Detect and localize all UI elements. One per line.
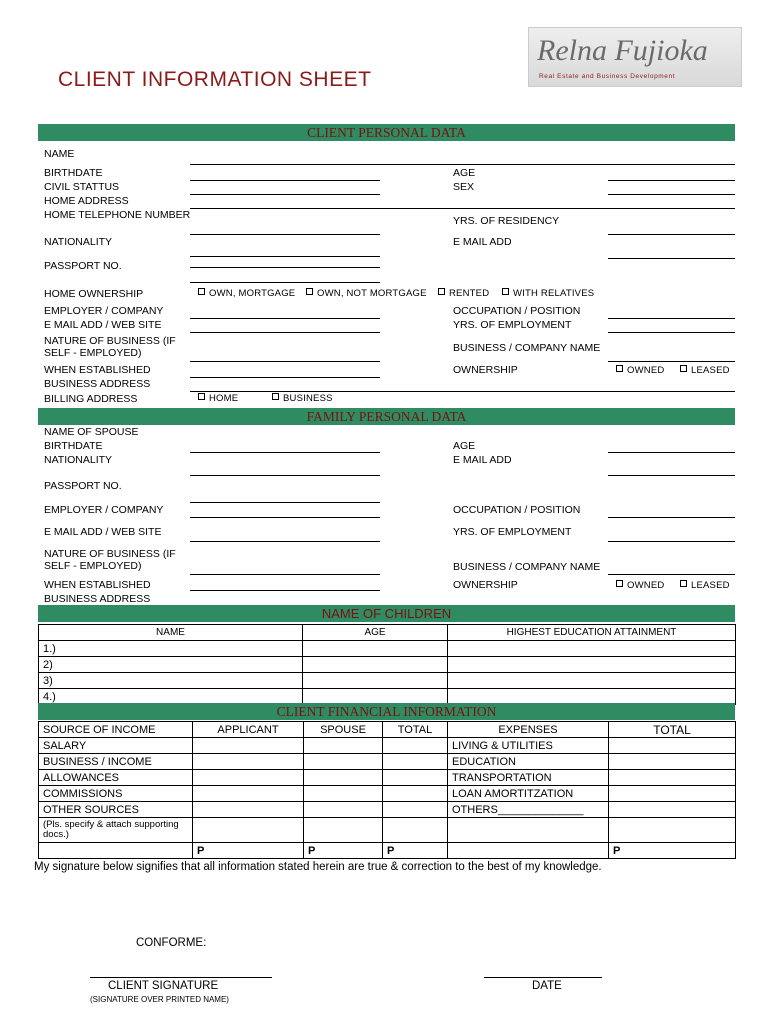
spouse-established-field[interactable]: [190, 590, 380, 591]
option-label: OWN, MORTGAGE: [209, 288, 296, 299]
option-label: BUSINESS: [283, 393, 333, 404]
child-age-cell[interactable]: [303, 673, 448, 689]
table-header-row: [39, 625, 736, 641]
option-label: WITH RELATIVES: [513, 288, 595, 299]
residency-field[interactable]: [608, 234, 735, 235]
birthdate-field[interactable]: [190, 180, 380, 181]
home-address-field[interactable]: [190, 208, 735, 209]
spouse-leased-option[interactable]: [680, 580, 730, 591]
home-ownership-label: HOME OWNERSHIP: [44, 288, 144, 300]
option-label: OWN, NOT MORTGAGE: [317, 288, 427, 299]
spouse-business-name-field[interactable]: [608, 574, 735, 575]
business-name-field[interactable]: [608, 361, 735, 362]
spouse-yrs-employment-field[interactable]: [608, 541, 735, 542]
checkbox[interactable]: [438, 288, 445, 295]
name-field[interactable]: [190, 164, 735, 165]
yrs-employment-field[interactable]: [608, 332, 735, 333]
spouse-occupation-label: OCCUPATION / POSITION: [453, 504, 581, 516]
expense-grand-total[interactable]: P: [609, 843, 736, 859]
spouse-passport-field[interactable]: [190, 502, 380, 503]
checkbox[interactable]: [680, 365, 687, 372]
income-header: SOURCE OF INCOME: [39, 722, 193, 738]
expense-total-cell[interactable]: [609, 770, 736, 786]
expenses-header: EXPENSES: [448, 722, 609, 738]
option-label: OWNED: [627, 365, 665, 376]
income-label: ALLOWANCES: [39, 770, 193, 786]
expense-total-cell[interactable]: [609, 786, 736, 802]
name-label: NAME: [44, 148, 75, 160]
total-cell[interactable]: [383, 786, 448, 802]
applicant-cell[interactable]: [193, 754, 304, 770]
financial-header-bar: [38, 703, 735, 720]
date-line[interactable]: [484, 977, 602, 978]
birthdate-label: BIRTHDATE: [44, 167, 103, 179]
table-row[interactable]: [39, 770, 736, 786]
option-label: HOME: [209, 393, 239, 404]
spouse-birthdate-label: BIRTHDATE: [44, 440, 103, 452]
personal-data-header-bar: [38, 124, 735, 141]
company-logo: [528, 27, 742, 87]
spouse-employer-field[interactable]: [190, 517, 380, 518]
age-label: AGE: [453, 167, 476, 179]
applicant-cell[interactable]: [193, 786, 304, 802]
spouse-established-label: WHEN ESTABLISHED: [44, 579, 151, 591]
own-mortgage-option[interactable]: [198, 288, 295, 299]
child-name-cell[interactable]: 4.): [39, 689, 303, 705]
checkbox[interactable]: [272, 393, 279, 400]
established-label: WHEN ESTABLISHED: [44, 364, 151, 376]
option-label: LEASED: [691, 365, 730, 376]
expense-total-header: TOTAL: [609, 722, 736, 738]
logo-text: Relna Fujioka: [537, 34, 708, 67]
with-relatives-option[interactable]: [502, 288, 594, 299]
spouse-business-address-label: BUSINESS ADDRESS: [44, 593, 151, 605]
expense-total-cell[interactable]: [609, 738, 736, 754]
established-field[interactable]: [190, 377, 380, 378]
spouse-header: SPOUSE: [304, 722, 383, 738]
home-address-label: HOME ADDRESS: [44, 195, 129, 207]
income-label: COMMISSIONS: [39, 786, 193, 802]
leased-option[interactable]: [680, 365, 730, 376]
children-table: [38, 624, 736, 705]
spouse-owned-option[interactable]: [616, 580, 664, 591]
passport-label: PASSPORT NO.: [44, 260, 122, 272]
spouse-nature-field[interactable]: [190, 574, 380, 575]
employer-field[interactable]: [190, 318, 380, 319]
applicant-header: APPLICANT: [193, 722, 304, 738]
email-web-field[interactable]: [190, 332, 380, 333]
occupation-field[interactable]: [608, 318, 735, 319]
expense-label: EDUCATION: [448, 754, 609, 770]
owned-option[interactable]: [616, 365, 664, 376]
certification-statement: My signature below signifies that all information stated herein are true & correction to the best of my knowledge.: [34, 861, 602, 873]
table-row[interactable]: [39, 802, 736, 818]
billing-home-option[interactable]: [198, 393, 238, 404]
home-telephone-field[interactable]: [190, 234, 380, 235]
nature-of-business-field[interactable]: [190, 361, 380, 362]
child-name-cell[interactable]: 3): [39, 673, 303, 689]
checkbox[interactable]: [616, 580, 623, 587]
checkbox[interactable]: [306, 288, 313, 295]
nature-of-business-label: NATURE OF BUSINESS (IF SELF - EMPLOYED): [44, 335, 176, 359]
spouse-yrs-employment-label: YRS. OF EMPLOYMENT: [453, 526, 572, 538]
spouse-name-label: NAME OF SPOUSE: [44, 426, 139, 438]
total-cell[interactable]: [383, 770, 448, 786]
expense-total-cell[interactable]: [609, 818, 736, 843]
totals-row[interactable]: [39, 843, 736, 859]
income-label: SALARY: [39, 738, 193, 754]
checkbox[interactable]: [680, 580, 687, 587]
nationality-label: NATIONALITY: [44, 236, 113, 248]
total-cell[interactable]: [383, 754, 448, 770]
spouse-cell[interactable]: [304, 770, 383, 786]
child-name-cell[interactable]: 1.): [39, 641, 303, 657]
email-field[interactable]: [608, 258, 735, 259]
total-cell[interactable]: [383, 738, 448, 754]
client-signature-line[interactable]: [90, 977, 272, 978]
checkbox[interactable]: [198, 393, 205, 400]
table-row[interactable]: [39, 754, 736, 770]
total-cell[interactable]: [383, 818, 448, 843]
blank-cell: [39, 843, 193, 859]
spouse-email-field[interactable]: [608, 475, 735, 476]
applicant-total[interactable]: P: [193, 843, 304, 859]
spouse-birthdate-field[interactable]: [190, 452, 380, 453]
child-age-cell[interactable]: [303, 657, 448, 673]
client-signature-label: CLIENT SIGNATURE: [108, 980, 219, 992]
civil-status-field[interactable]: [190, 194, 380, 195]
expense-blank-cell[interactable]: [448, 818, 609, 843]
passport-field-line1[interactable]: [190, 267, 380, 268]
table-row[interactable]: [39, 818, 736, 843]
children-title: NAME OF CHILDREN: [321, 606, 452, 621]
col-age-header: AGE: [303, 625, 448, 641]
grand-total[interactable]: P: [383, 843, 448, 859]
spouse-email-label: E MAIL ADD: [453, 454, 512, 466]
age-field[interactable]: [608, 180, 735, 181]
spouse-ownership-label: OWNERSHIP: [453, 579, 518, 591]
blank-cell: [448, 843, 609, 859]
spouse-cell[interactable]: [304, 802, 383, 818]
nationality-field[interactable]: [190, 256, 380, 257]
financial-title: CLIENT FINANCIAL INFORMATION: [276, 704, 497, 719]
billing-business-option[interactable]: [272, 393, 333, 404]
child-education-cell[interactable]: [448, 673, 736, 689]
income-label: OTHER SOURCES: [39, 802, 193, 818]
expense-total-cell[interactable]: [609, 802, 736, 818]
child-education-cell[interactable]: [448, 657, 736, 673]
business-address-field[interactable]: [190, 391, 735, 392]
option-label: RENTED: [449, 288, 490, 299]
expense-label: LOAN AMORTITZATION: [448, 786, 609, 802]
spouse-nationality-label: NATIONALITY: [44, 454, 113, 466]
billing-address-label: BILLING ADDRESS: [44, 393, 138, 405]
children-header-bar: [38, 605, 735, 622]
applicant-cell[interactable]: [193, 770, 304, 786]
date-label: DATE: [532, 980, 562, 992]
spouse-cell[interactable]: [304, 738, 383, 754]
total-header: TOTAL: [383, 722, 448, 738]
business-name-label: BUSINESS / COMPANY NAME: [453, 342, 601, 354]
option-label: OWNED: [627, 580, 665, 591]
passport-field-line2[interactable]: [190, 282, 380, 283]
sex-label: SEX: [453, 181, 475, 193]
option-label: LEASED: [691, 580, 730, 591]
employer-label: EMPLOYER / COMPANY: [44, 305, 164, 317]
spouse-email-web-field[interactable]: [190, 541, 380, 542]
logo-subtitle: Real Estate and Business Development: [539, 73, 676, 80]
table-header-row: [39, 722, 736, 738]
col-name-header: NAME: [39, 625, 303, 641]
personal-data-title: CLIENT PERSONAL DATA: [307, 125, 466, 140]
total-cell[interactable]: [383, 802, 448, 818]
conforme-label: CONFORME:: [136, 937, 207, 949]
checkbox[interactable]: [198, 288, 205, 295]
spouse-passport-label: PASSPORT NO.: [44, 480, 122, 492]
spouse-business-name-label: BUSINESS / COMPANY NAME: [453, 561, 601, 573]
business-address-label: BUSINESS ADDRESS: [44, 378, 151, 390]
child-name-cell[interactable]: 2): [39, 657, 303, 673]
checkbox[interactable]: [616, 365, 623, 372]
spouse-total[interactable]: P: [304, 843, 383, 859]
spouse-cell[interactable]: [304, 754, 383, 770]
child-education-cell[interactable]: [448, 641, 736, 657]
expense-total-cell[interactable]: [609, 754, 736, 770]
spouse-employer-label: EMPLOYER / COMPANY: [44, 504, 164, 516]
own-not-mortgage-option[interactable]: [306, 288, 427, 299]
occupation-label: OCCUPATION / POSITION: [453, 305, 581, 317]
spouse-cell[interactable]: [304, 786, 383, 802]
page-title: CLIENT INFORMATION SHEET: [58, 68, 372, 91]
spouse-cell[interactable]: [304, 818, 383, 843]
family-data-title: FAMILY PERSONAL DATA: [306, 409, 467, 424]
checkbox[interactable]: [502, 288, 509, 295]
sex-field[interactable]: [608, 194, 735, 195]
table-row[interactable]: [39, 786, 736, 802]
spouse-age-label: AGE: [453, 440, 476, 452]
expense-label: OTHERS______________: [448, 802, 609, 818]
expense-label: TRANSPORTATION: [448, 770, 609, 786]
spouse-nationality-field[interactable]: [190, 475, 380, 476]
income-label: BUSINESS / INCOME: [39, 754, 193, 770]
applicant-cell[interactable]: [193, 738, 304, 754]
civil-status-label: CIVIL STATTUS: [44, 181, 120, 193]
email-label: E MAIL ADD: [453, 236, 512, 248]
yrs-employment-label: YRS. OF EMPLOYMENT: [453, 319, 572, 331]
spouse-occupation-field[interactable]: [608, 517, 735, 518]
supporting-docs-note: (Pls. specify & attach supporting docs.): [39, 818, 193, 843]
applicant-cell[interactable]: [193, 802, 304, 818]
signature-note: (SIGNATURE OVER PRINTED NAME): [90, 995, 229, 1004]
home-telephone-label: HOME TELEPHONE NUMBER: [44, 209, 191, 221]
spouse-nature-label: NATURE OF BUSINESS (IF SELF - EMPLOYED): [44, 548, 176, 572]
expense-label: LIVING & UTILITIES: [448, 738, 609, 754]
ownership-label: OWNERSHIP: [453, 364, 518, 376]
applicant-cell[interactable]: [193, 818, 304, 843]
family-data-header-bar: [38, 408, 735, 425]
table-row[interactable]: [39, 641, 736, 657]
table-row[interactable]: [39, 657, 736, 673]
table-row[interactable]: [39, 673, 736, 689]
financial-table: [38, 721, 736, 859]
spouse-age-field[interactable]: [608, 452, 735, 453]
table-row[interactable]: [39, 738, 736, 754]
col-education-header: HIGHEST EDUCATION ATTAINMENT: [448, 625, 736, 641]
residency-label: YRS. OF RESIDENCY: [453, 215, 560, 227]
child-age-cell[interactable]: [303, 641, 448, 657]
email-web-label: E MAIL ADD / WEB SITE: [44, 319, 162, 331]
spouse-email-web-label: E MAIL ADD / WEB SITE: [44, 526, 162, 538]
rented-option[interactable]: [438, 288, 489, 299]
